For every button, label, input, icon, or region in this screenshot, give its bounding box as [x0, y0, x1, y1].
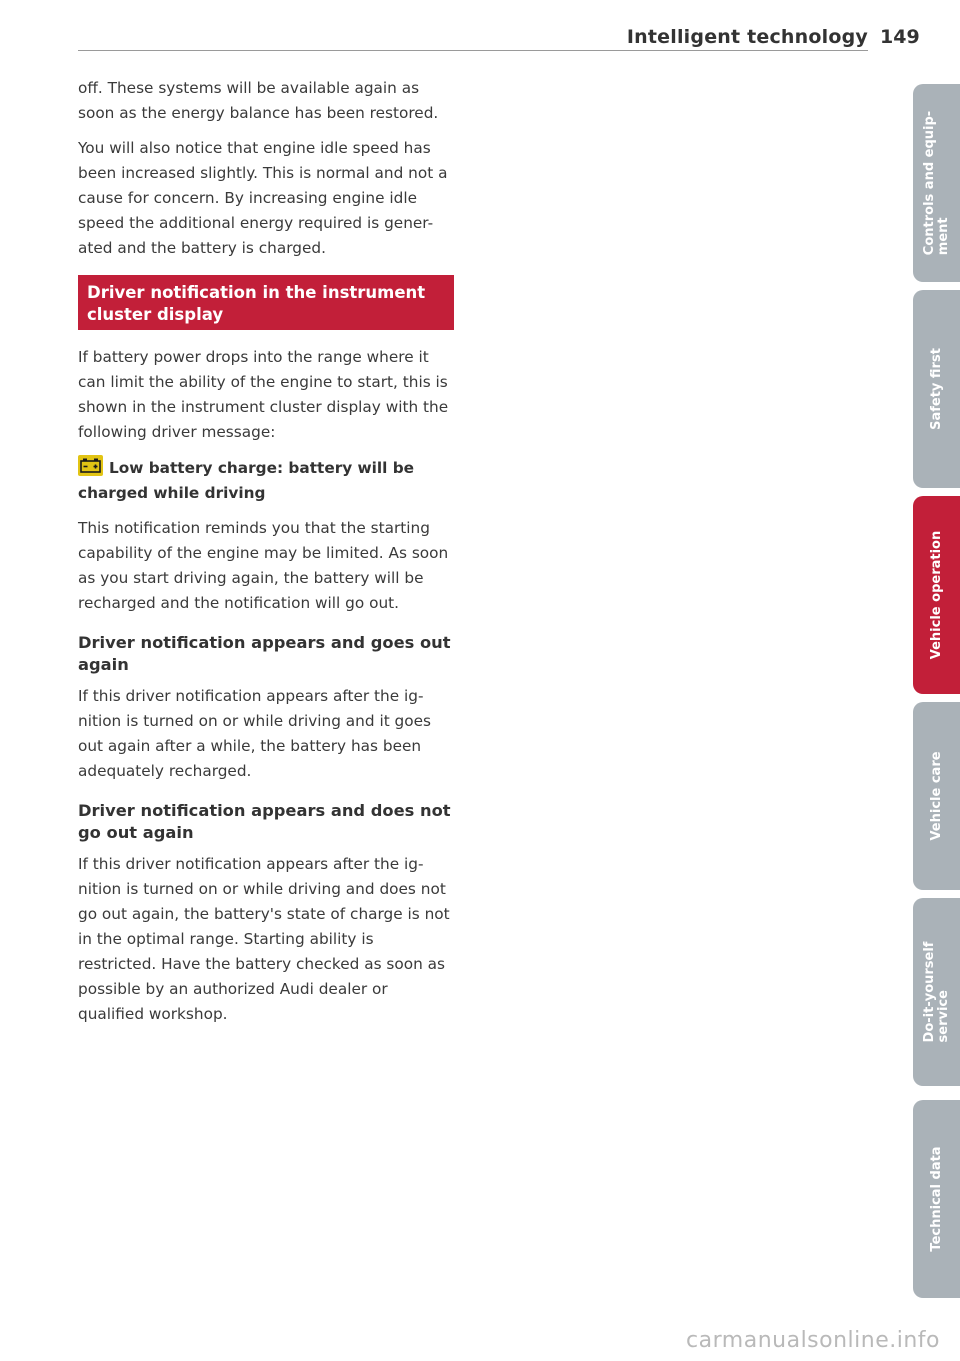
paragraph: off. These systems will be available again as soon as the energy balance has been restored. [78, 79, 439, 122]
paragraph: If battery power drops into the range where it can limit the ability of the engine to start, this is shown in the instrument cluster display with the following driver message: [78, 348, 449, 441]
tab-vehicle-operation[interactable] [913, 496, 960, 694]
main-content [78, 76, 454, 1037]
driver-message [78, 455, 454, 506]
chapter-tabs [913, 0, 960, 1361]
tab-controls-and-equipment[interactable] [913, 84, 960, 282]
tab-label: Do-it-yourself service [921, 941, 951, 1043]
battery-warning-icon [78, 455, 103, 476]
tab-safety-first[interactable] [913, 290, 960, 488]
paragraph: You will also notice that engine idle speed has been increased slightly. This is normal and not a cause for concern. By increasing engine idle speed the additional energy required is gener-ated and the battery is charged. [78, 139, 448, 257]
paragraph: This notification reminds you that the starting capability of the engine may be limited. As soon as you start driving again, the battery will be recharged and the notification will go out. [78, 519, 449, 612]
paragraph: If this driver notification appears after the ig-nition is turned on or while driving and it goes out again after a while, the battery has been adequately recharged. [78, 687, 432, 780]
paragraph: If this driver notification appears after the ig-nition is turned on or while driving and does not go out again, the battery's state of charge is not in the optimal range. Starting ability is restricted. Have the battery checked as soon as possible by an authorized Audi dealer or qualified workshop. [78, 855, 450, 1023]
page-header-title: Intelligent technology [626, 26, 868, 48]
section-heading: Driver notification in the instrument cluster display [78, 275, 454, 330]
subheading: Driver notification appears and goes out again [78, 633, 451, 674]
tab-do-it-yourself-service[interactable] [913, 898, 960, 1086]
header-rule [78, 50, 868, 51]
tab-label: Technical data [928, 1146, 944, 1252]
subheading: Driver notification appears and does not go out again [78, 801, 451, 842]
tab-vehicle-care[interactable] [913, 702, 960, 890]
tab-label: Controls and equip- ment [921, 110, 951, 256]
driver-message-text: Low battery charge: battery will be charged while driving [78, 459, 415, 502]
watermark: carmanualsonline.info [686, 1328, 940, 1353]
tab-technical-data[interactable] [913, 1100, 960, 1298]
tab-label: Vehicle operation [928, 530, 944, 660]
tab-label: Vehicle care [928, 751, 944, 841]
tab-label: Safety first [928, 348, 944, 430]
page-number: 149 [880, 26, 920, 48]
